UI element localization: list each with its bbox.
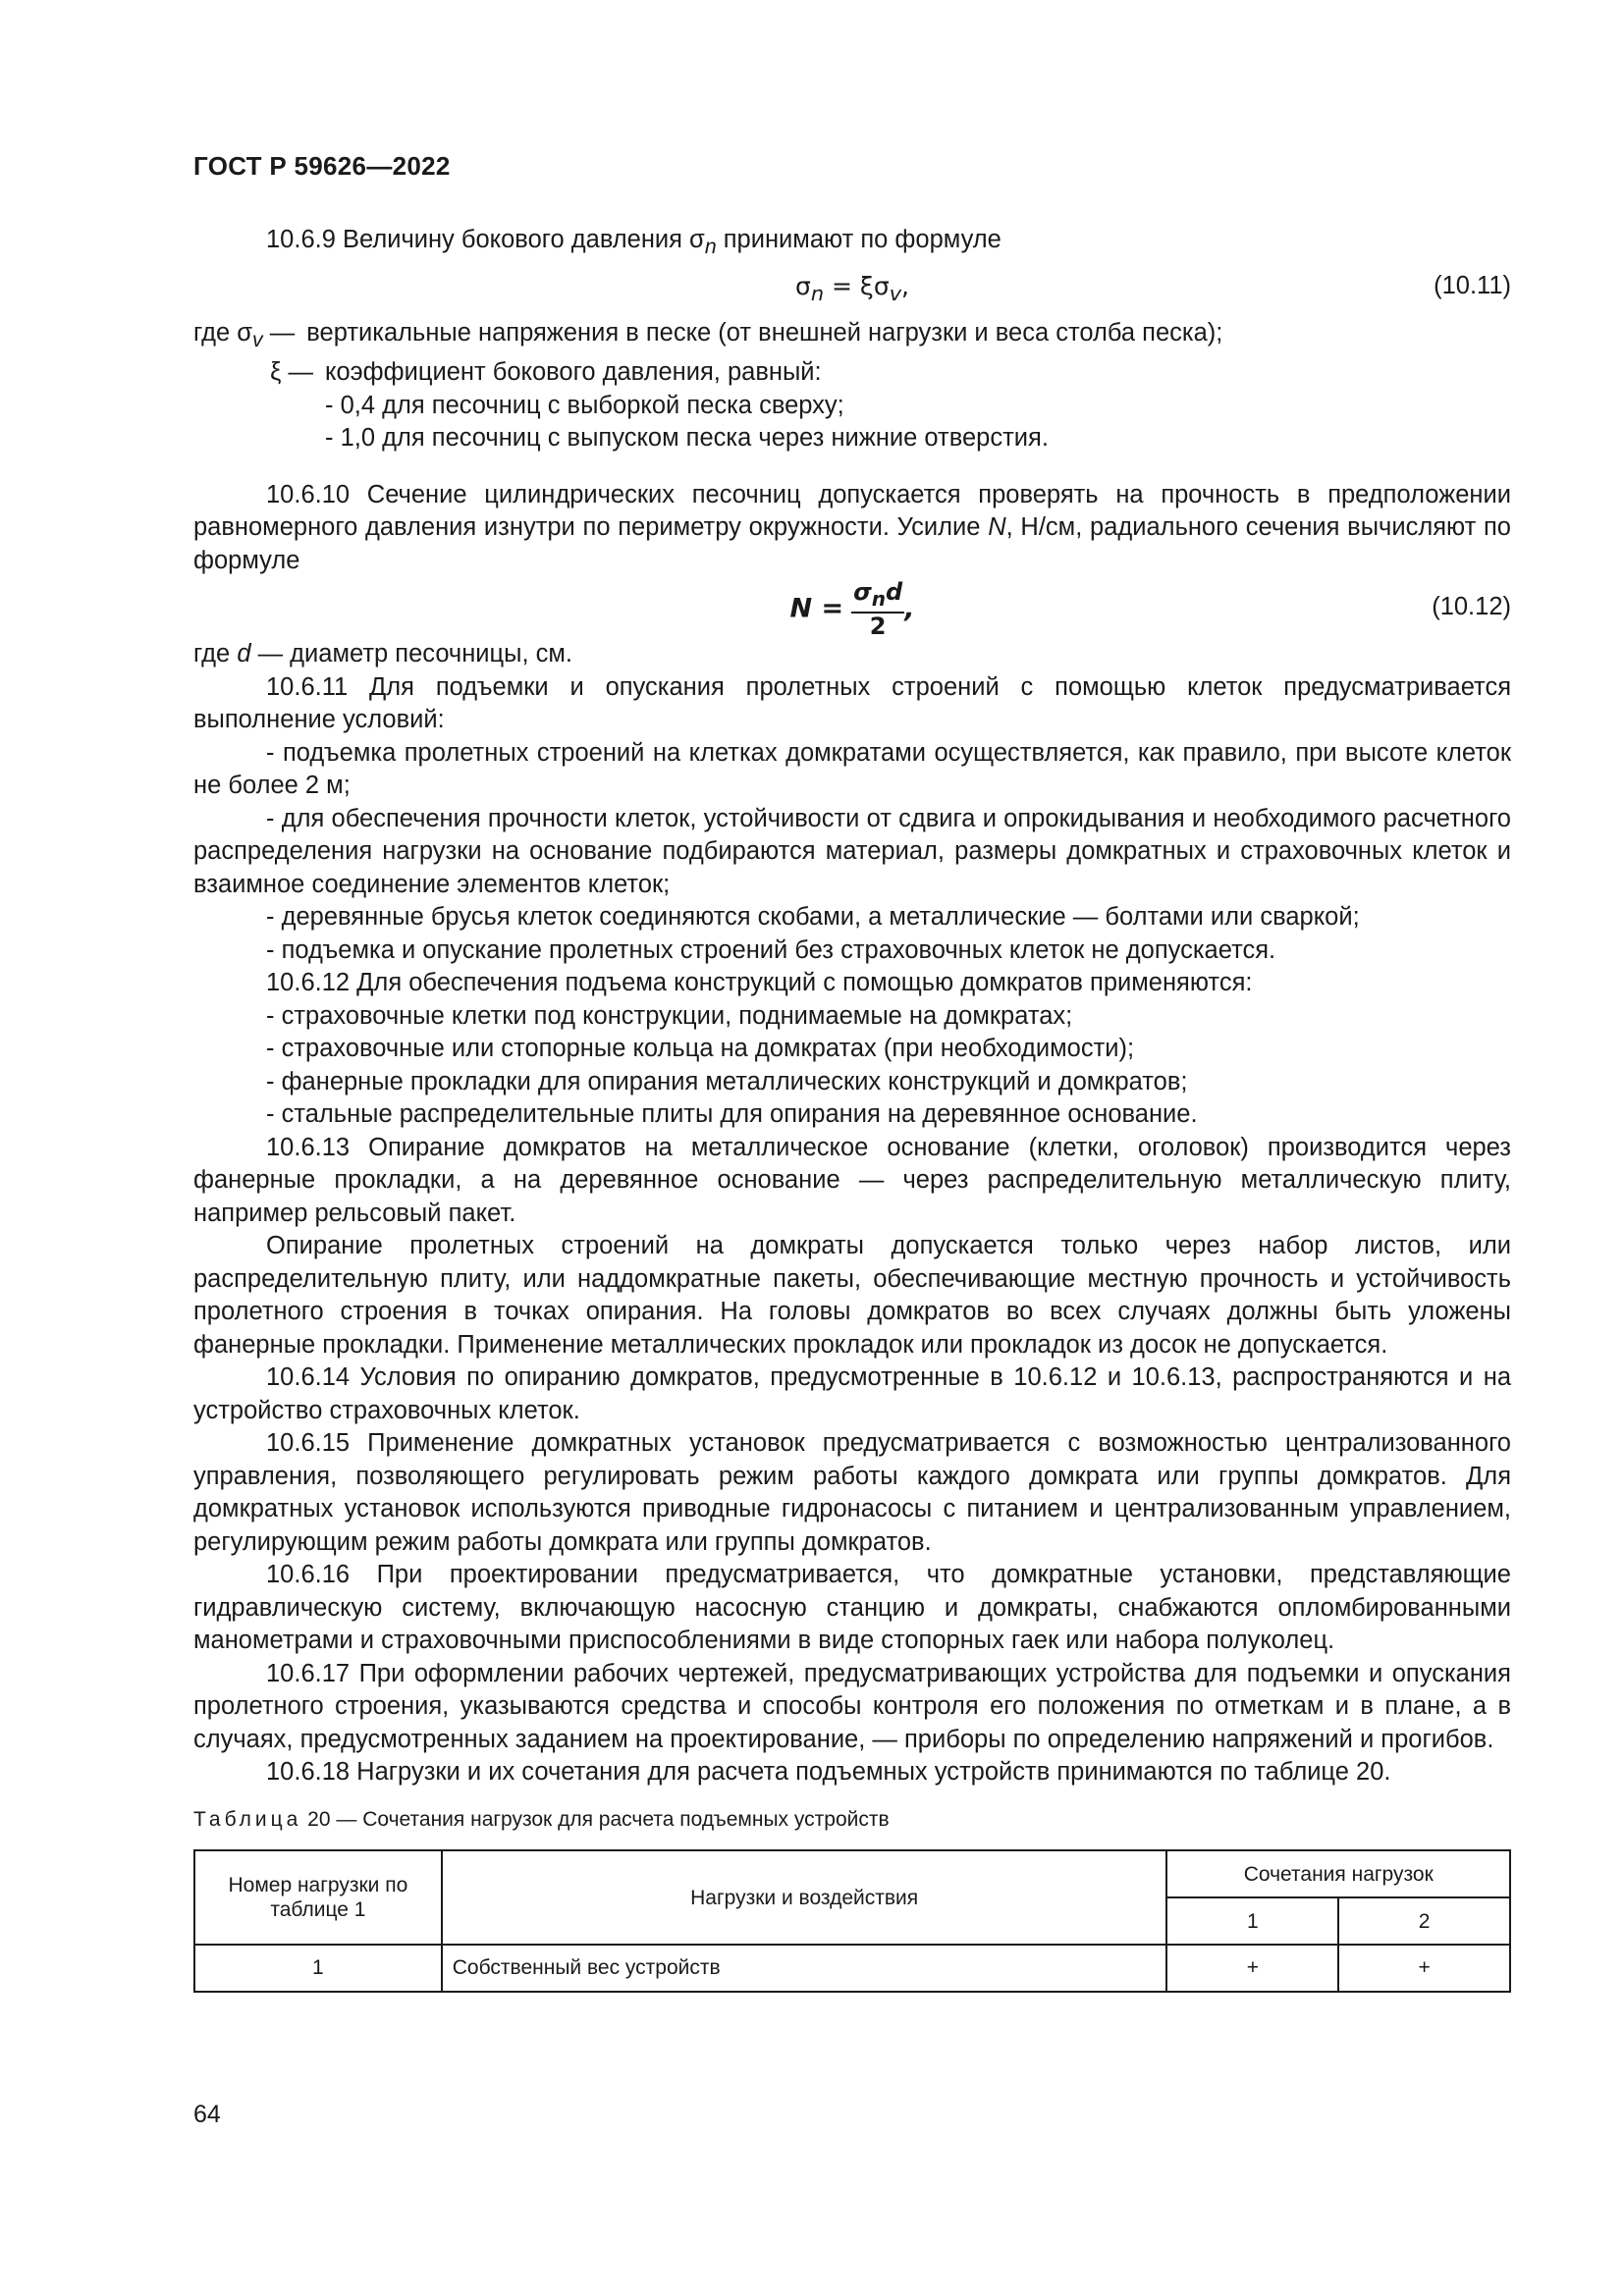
paragraph: 10.6.15 Применение домкратных установок предусматривается с возможностью централизованного управления, позволяющего регулировать режим работы каждого домкрата или группы домкратов. Для домкратных установок используются приводные гидронасосы с питанием и централизованным управлением, регулирующим режим работы домкрата или группы домкратов. bbox=[193, 1429, 1511, 1556]
paragraph: 10.6.16 При проектировании предусматривается, что домкратные установки, представляющие гидравлическую систему, включающую насосную станцию и домкраты, снабжаются опломбированными манометрами и страховочными приспособлениями в виде стопорных гаек или набора полуколец. bbox=[193, 1561, 1511, 1655]
paragraph: - подъемка пролетных строений на клетках домкратами осуществляется, как правило, при высоте клеток не более 2 м; bbox=[193, 738, 1511, 800]
table-cell-c2: + bbox=[1338, 1945, 1510, 1992]
paragraph: 10.6.17 При оформлении рабочих чертежей, предусматривающих устройства для подъемки и опускания пролетного строения, указываются средства и способы контроля его положения по отметкам и в плане, а в случаях, предусмотренных заданием на проектирование, — приборы по определению напряжений и прогибов. bbox=[193, 1659, 1511, 1753]
paragraph: - страховочные или стопорные кольца на домкратах (при необходимости); bbox=[266, 1035, 1135, 1063]
paragraph: - страховочные клетки под конструкции, поднимаемые на домкратах; bbox=[266, 1001, 1073, 1030]
table-cell-num: 1 bbox=[194, 1945, 442, 1992]
column-header-number: Номер нагрузки по таблице 1 bbox=[194, 1850, 442, 1945]
paragraph: Опирание пролетных строений на домкраты допускается только через набор листов, или распределительную плиту, или наддомкратные пакеты, обеспечивающие местную прочность и устойчивость пролетного строения в точках опирания. На головы домкратов во всех случаях должны быть уложены фанерные прокладки. Применение металлических прокладок или прокладок из досок не допускается. bbox=[193, 1232, 1511, 1359]
page-content bbox=[193, 224, 1511, 1993]
column-header-combinations: Сочетания нагрузок bbox=[1166, 1850, 1510, 1897]
paragraph: 10.6.13 Опирание домкратов на металлическое основание (клетки, оголовок) производится через фанерные прокладки, а на деревянное основание — через распределительную металлическую плиту, например рельсовый пакет. bbox=[193, 1133, 1511, 1227]
table-row bbox=[194, 1945, 1510, 1992]
where-clause-d: где d — диаметр песочницы, см. bbox=[193, 640, 573, 668]
paragraph: 10.6.14 Условия по опиранию домкратов, предусмотренные в 10.6.12 и 10.6.13, распространяются и на устройство страховочных клеток. bbox=[193, 1363, 1511, 1424]
list-item: - 1,0 для песочниц с выпуском песка через нижние отверстия. bbox=[325, 424, 1049, 453]
page-number: 64 bbox=[193, 2101, 221, 2128]
paragraph: 10.6.11 Для подъемки и опускания пролетных строений с помощью клеток предусматривается выполнение условий: bbox=[193, 672, 1511, 734]
table-caption: Таблица 20 — Сочетания нагрузок для расчета подъемных устройств bbox=[193, 1807, 890, 1831]
table-cell-name: Собственный вес устройств bbox=[442, 1945, 1167, 1992]
paragraph: - фанерные прокладки для опирания металлических конструкций и домкратов; bbox=[266, 1067, 1188, 1095]
loads-table bbox=[193, 1849, 1511, 1993]
paragraph: 10.6.12 Для обеспечения подъема конструкций с помощью домкратов применяются: bbox=[266, 969, 1253, 997]
where-clause-xi: ξ — коэффициент бокового давления, равный: bbox=[269, 358, 822, 387]
table-cell-c1: + bbox=[1166, 1945, 1338, 1992]
column-header-combo-1: 1 bbox=[1166, 1897, 1338, 1945]
where-clause: где $\sigma_v$ — вертикальные напряжения в песке (от внешней нагрузки и веса столба песка); bbox=[193, 318, 1223, 351]
paragraph: - стальные распределительные плиты для опирания на деревянное основание. bbox=[266, 1100, 1198, 1129]
formula-number: (10.12) bbox=[1432, 593, 1511, 621]
paragraph: - деревянные брусья клеток соединяются скобами, а металлические — болтами или сваркой; bbox=[266, 903, 1360, 932]
paragraph-list bbox=[193, 671, 1511, 1789]
paragraph: - для обеспечения прочности клеток, устойчивости от сдвига и опрокидывания и необходимого расчетного распределения нагрузки на основание подбираются материал, размеры домкратных и страховочных клеток и взаимное соединение элементов клеток; bbox=[193, 804, 1511, 898]
formula-10-11: $\sigma_n = \xi\sigma_v$, (10.11) bbox=[795, 271, 1511, 305]
document-code: ГОСТ Р 59626—2022 bbox=[193, 151, 451, 181]
column-header-loads: Нагрузки и воздействия bbox=[442, 1850, 1167, 1945]
paragraph: - подъемка и опускание пролетных строений без страховочных клеток не допускается. bbox=[266, 935, 1276, 964]
paragraph-10-6-9: 10.6.9 Величину бокового давления $\sigma_n$ принимают по формуле bbox=[266, 226, 1001, 259]
paragraph: 10.6.18 Нагрузки и их сочетания для расчета подъемных устройств принимаются по таблице 20. bbox=[266, 1758, 1391, 1787]
formula-10-12: N = $\frac{\sigma_nd}{2}$ , (10.12) bbox=[789, 578, 1511, 640]
formula-number: (10.11) bbox=[1434, 271, 1511, 299]
column-header-combo-2: 2 bbox=[1338, 1897, 1510, 1945]
paragraph-10-6-10: 10.6.10 Сечение цилиндрических песочниц допускается проверять на прочность в предположении равномерного давления изнутри по периметру окружности. Усилие N, Н/см, радиального сечения вычисляют по формуле bbox=[193, 480, 1511, 574]
list-item: - 0,4 для песочниц с выборкой песка сверху; bbox=[325, 391, 844, 419]
